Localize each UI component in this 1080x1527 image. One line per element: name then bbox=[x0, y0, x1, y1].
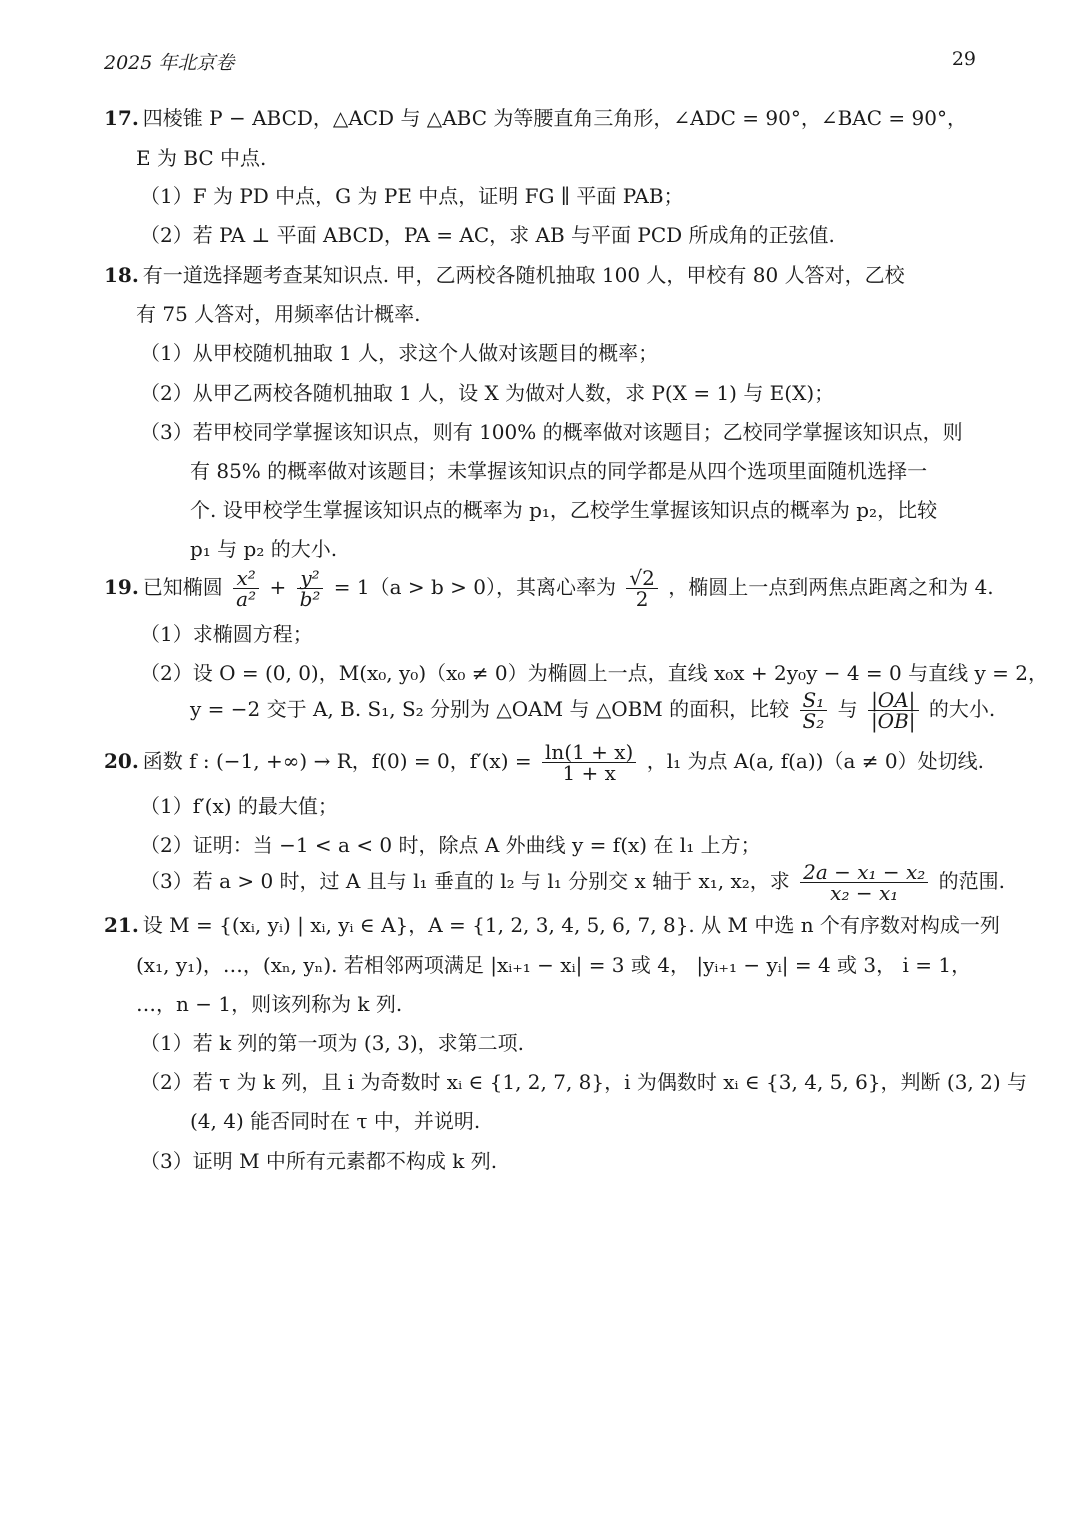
q19-part-2-text-b: 与 bbox=[837, 697, 858, 721]
q17-line-2: E 为 BC 中点. bbox=[136, 146, 267, 170]
fraction-ln-derivative: $\frac{\ln(1 + x)}{1 + x}$ bbox=[542, 742, 636, 783]
q21-part-3: （3）证明 M 中所有元素都不构成 k 列. bbox=[140, 1149, 498, 1173]
q17-line-1 bbox=[104, 105, 967, 131]
q19-text-b: = 1（a > b > 0），其离心率为 bbox=[333, 575, 617, 599]
q20-line-1 bbox=[104, 742, 984, 783]
q21-text-1: 设 M = {(xᵢ, yᵢ) | xᵢ, yᵢ ∈ A}，A = {1, 2, 3, 4, 5, 6, 7, 8}. 从 M 中选 n 个有序数对构成一列 bbox=[142, 913, 1000, 937]
q19-part-2-line-1: （2）设 O = (0, 0)，M(x₀, y₀)（x₀ ≠ 0）为椭圆上一点，直线 x₀x + 2y₀y − 4 = 0 与直线 y = 2， bbox=[140, 661, 1048, 685]
q20-text-a: 函数 f : (−1, +∞) → R，f(0) = 0，f′(x) = bbox=[142, 749, 532, 773]
q21-part-2-line-2: (4, 4) 能否同时在 τ 中，并说明. bbox=[190, 1109, 481, 1133]
q18-part-3-line-4: p₁ 与 p₂ 的大小. bbox=[190, 537, 338, 561]
fraction-oa-ob: $\frac{|OA|}{|OB|}$ bbox=[868, 690, 919, 731]
q21-line-3: …，n − 1，则该列称为 k 列. bbox=[136, 992, 403, 1016]
q20-number: 20. bbox=[104, 749, 139, 773]
q18-text-1: 有一道选择题考查某知识点. 甲，乙两校各随机抽取 100 人，甲校有 80 人答对，乙校 bbox=[142, 263, 905, 287]
exam-title: 2025 年北京卷 bbox=[104, 52, 235, 74]
q18-line-2: 有 75 人答对，用频率估计概率. bbox=[136, 302, 421, 326]
q21-part-1: （1）若 k 列的第一项为 (3, 3)，求第二项. bbox=[140, 1031, 525, 1055]
q21-line-2: (x₁, y₁)，…，(xₙ, yₙ). 若相邻两项满足 |xᵢ₊₁ − xᵢ| = 3 或 4， |yᵢ₊₁ − yᵢ| = 4 或 3， i = 1， bbox=[136, 953, 972, 977]
q21-number: 21. bbox=[104, 913, 139, 937]
q18-line-1 bbox=[104, 262, 905, 288]
plus-sign: + bbox=[269, 575, 287, 599]
q17-part-2: （2）若 PA ⊥ 平面 ABCD，PA = AC，求 AB 与平面 PCD 所成角的正弦值. bbox=[140, 223, 835, 247]
q18-part-2: （2）从甲乙两校各随机抽取 1 人，设 X 为做对人数，求 P(X = 1) 与 E(X)； bbox=[140, 381, 835, 405]
q19-part-2-text-a: y = −2 交于 A, B. S₁, S₂ 分别为 △OAM 与 △OBM 的面积，比较 bbox=[190, 697, 790, 721]
q20-part-1: （1）f′(x) 的最大值； bbox=[140, 794, 338, 818]
q20-part-3 bbox=[140, 862, 1005, 903]
q18-part-1: （1）从甲校随机抽取 1 人，求这个人做对该题目的概率； bbox=[140, 341, 659, 365]
fraction-range-expression: $\frac{\text{2a − x₁ − x₂}}{\text{x₂ − x₁}}$ bbox=[800, 862, 928, 903]
q18-part-3-line-1: （3）若甲校同学掌握该知识点，则有 100% 的概率做对该题目；乙校同学掌握该知识点，则 bbox=[140, 420, 963, 444]
fraction-y2-b2: $\frac{\text{y²}}{\text{b²}}$ bbox=[297, 568, 324, 609]
q17-part-1: （1）F 为 PD 中点，G 为 PE 中点，证明 FG ∥ 平面 PAB； bbox=[140, 184, 684, 208]
fraction-x2-a2: $\frac{\text{x²}}{\text{a²}}$ bbox=[233, 568, 259, 609]
q19-text-c: ，椭圆上一点到两焦点距离之和为 4. bbox=[668, 575, 994, 599]
q19-text-a: 已知椭圆 bbox=[142, 575, 223, 599]
q20-part-2: （2）证明：当 −1 < a < 0 时，除点 A 外曲线 y = f(x) 在 l₁ 上方； bbox=[140, 833, 761, 857]
q19-number: 19. bbox=[104, 575, 139, 599]
page-header bbox=[104, 48, 976, 74]
q18-part-3-line-3: 个. 设甲校学生掌握该知识点的概率为 p₁，乙校学生掌握该知识点的概率为 p₂，比较 bbox=[190, 498, 938, 522]
fraction-sqrt2-2: $\frac{√2}{2}$ bbox=[626, 568, 657, 609]
q21-part-2-line-1: （2）若 τ 为 k 列，且 i 为奇数时 xᵢ ∈ {1, 2, 7, 8}，i 为偶数时 xᵢ ∈ {3, 4, 5, 6}，判断 (3, 2) 与 bbox=[140, 1070, 1028, 1094]
q19-part-1: （1）求椭圆方程； bbox=[140, 622, 313, 646]
q18-number: 18. bbox=[104, 263, 139, 287]
fraction-s1-s2: $\frac{\text{S₁}}{\text{S₂}}$ bbox=[800, 690, 828, 731]
q21-line-1 bbox=[104, 912, 1000, 938]
q19-part-2-line-2 bbox=[190, 690, 995, 731]
q20-part-3-text-a: （3）若 a > 0 时，过 A 且与 l₁ 垂直的 l₂ 与 l₁ 分别交 x 轴于 x₁, x₂，求 bbox=[140, 869, 790, 893]
q17-number: 17. bbox=[104, 106, 139, 130]
q17-text-1: 四棱锥 P − ABCD，△ACD 与 △ABC 为等腰直角三角形，∠ADC = 90°，∠BAC = 90°， bbox=[142, 106, 967, 130]
q20-text-b: ，l₁ 为点 A(a, f(a))（a ≠ 0）处切线. bbox=[646, 749, 984, 773]
q20-part-3-text-b: 的范围. bbox=[938, 869, 1006, 893]
q19-part-2-text-c: 的大小. bbox=[928, 697, 996, 721]
q19-line-1 bbox=[104, 568, 994, 609]
page-number: 29 bbox=[951, 48, 976, 70]
q18-part-3-line-2: 有 85% 的概率做对该题目；未掌握该知识点的同学都是从四个选项里面随机选择一 bbox=[190, 459, 928, 483]
